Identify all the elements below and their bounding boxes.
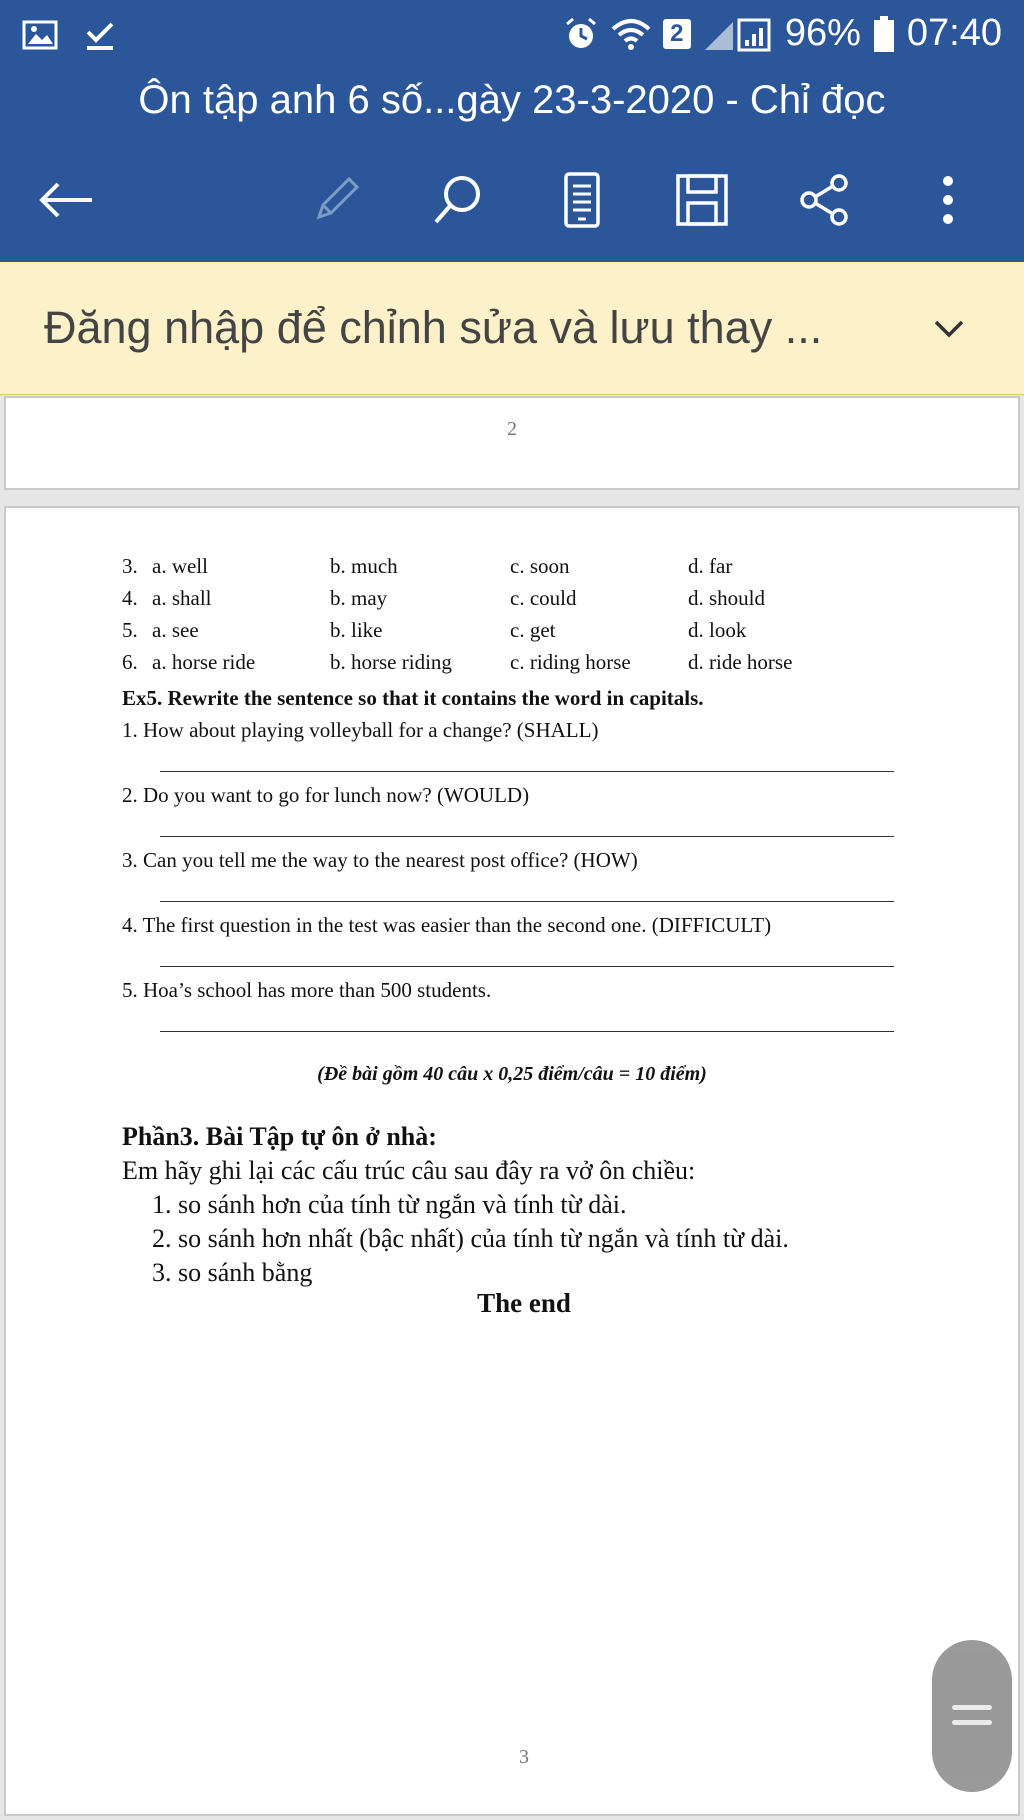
ex5-question: 4. The first question in the test was easier than the second one. (DIFFICULT) bbox=[122, 913, 772, 937]
option-d: d. far bbox=[688, 554, 733, 578]
ex5-question: 1. How about playing volleyball for a change? (SHALL) bbox=[122, 718, 599, 742]
ex5-question: 2. Do you want to go for lunch now? (WOULD) bbox=[122, 783, 530, 807]
ex5-question: 3. Can you tell me the way to the nearest post office? (HOW) bbox=[122, 848, 638, 872]
answer-line bbox=[160, 771, 894, 772]
option-c: c. get bbox=[510, 618, 556, 642]
part-3-item: 3. so sánh bằng bbox=[152, 1258, 313, 1287]
score-note: (Đề bài gồm 40 câu x 0,25 điểm/câu = 10 điểm) bbox=[317, 1063, 707, 1085]
part-3-title: Phần3. Bài Tập tự ôn ở nhà: bbox=[122, 1122, 437, 1151]
option-c: c. could bbox=[510, 586, 577, 610]
clock: 07:40 bbox=[906, 12, 1002, 54]
page-number: 2 bbox=[507, 418, 517, 440]
part-3-intro: Em hãy ghi lại các cấu trúc câu sau đây ra vở ôn chiều: bbox=[122, 1156, 696, 1185]
option-number: 5. bbox=[122, 618, 138, 642]
option-c: c. riding horse bbox=[510, 650, 631, 674]
option-b: b. may bbox=[330, 586, 388, 610]
option-a: a. see bbox=[152, 618, 199, 642]
document-page-3 bbox=[4, 506, 1020, 1816]
exercise-5-title: Ex5. Rewrite the sentence so that it contains the word in capitals. bbox=[122, 686, 704, 710]
option-b: b. much bbox=[330, 554, 398, 578]
answer-line bbox=[160, 836, 894, 837]
answer-line bbox=[160, 901, 894, 902]
option-number: 6. bbox=[122, 650, 138, 674]
option-b: b. like bbox=[330, 618, 383, 642]
part-3-item: 2. so sánh hơn nhất (bậc nhất) của tính từ ngắn và tính từ dài. bbox=[152, 1224, 789, 1253]
ex5-question: 5. Hoa’s school has more than 500 students. bbox=[122, 978, 492, 1002]
scroll-handle[interactable] bbox=[932, 1640, 1012, 1792]
answer-line bbox=[160, 1031, 894, 1032]
option-c: c. soon bbox=[510, 554, 570, 578]
page-number: 3 bbox=[519, 1746, 529, 1768]
option-number: 3. bbox=[122, 554, 138, 578]
sim-badge: 2 bbox=[663, 19, 691, 49]
option-d: d. ride horse bbox=[688, 650, 793, 674]
option-d: d. should bbox=[688, 586, 766, 610]
banner-text: Đăng nhập để chỉnh sửa và lưu thay ... bbox=[44, 302, 823, 353]
option-d: d. look bbox=[688, 618, 747, 642]
option-a: a. horse ride bbox=[152, 650, 256, 674]
option-a: a. well bbox=[152, 554, 208, 578]
option-a: a. shall bbox=[152, 586, 212, 610]
option-number: 4. bbox=[122, 586, 138, 610]
the-end-label: The end bbox=[477, 1288, 571, 1318]
battery-percent: 96% bbox=[784, 12, 861, 54]
part-3-item: 1. so sánh hơn của tính từ ngắn và tính từ dài. bbox=[152, 1190, 627, 1219]
document-title: Ôn tập anh 6 số...gày 23-3-2020 - Chỉ đọc bbox=[138, 78, 886, 122]
option-b: b. horse riding bbox=[330, 650, 452, 674]
answer-line bbox=[160, 966, 894, 967]
